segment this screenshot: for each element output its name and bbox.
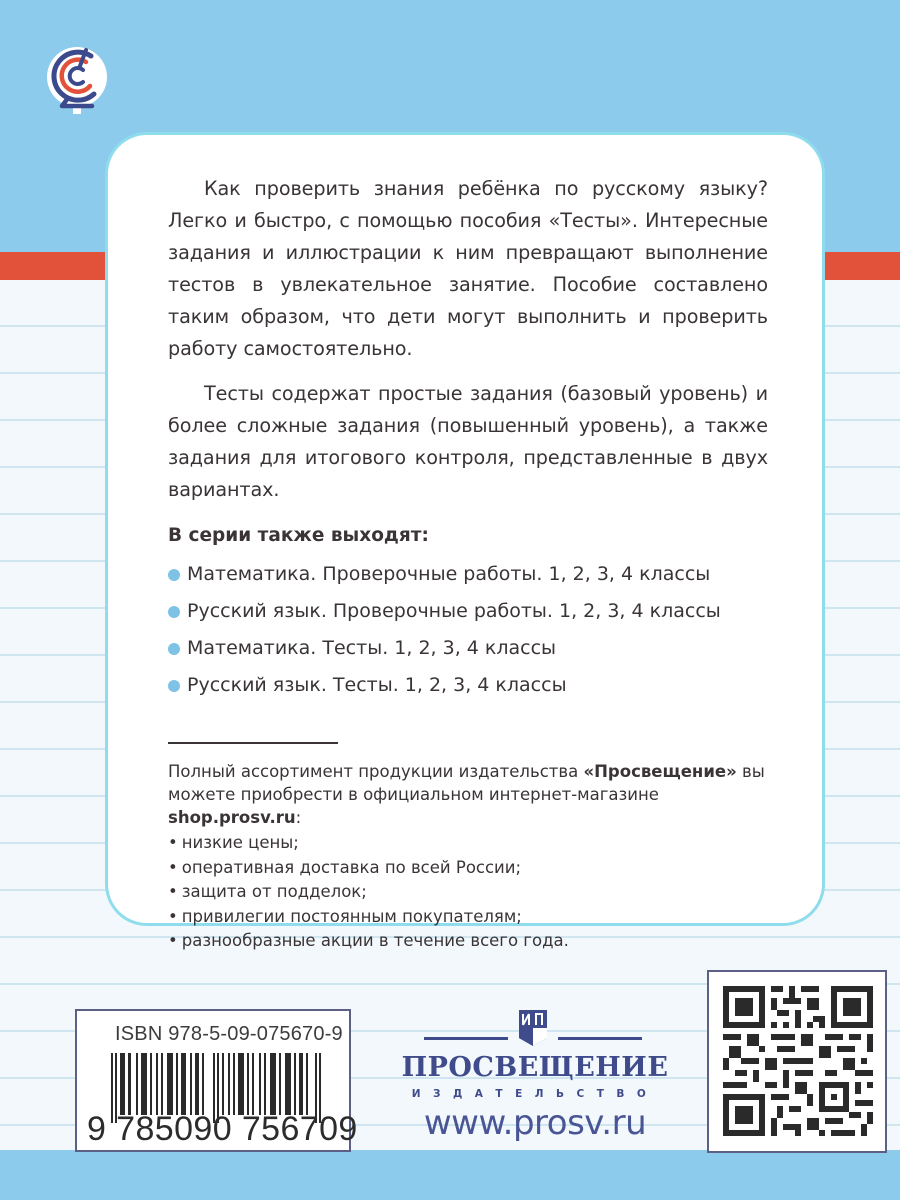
perk-item: • защита от подделок;: [168, 880, 768, 905]
contents-paragraph: [168, 378, 768, 506]
bullet-dot-icon: [168, 680, 180, 692]
series-item-label: Русский язык. Тесты. 1, 2, 3, 4 классы: [187, 674, 567, 696]
isbn-barcode-box: [75, 1009, 358, 1152]
series-item-label: Математика. Проверочные работы. 1, 2, 3, 4 классы: [187, 563, 711, 585]
publisher-shield-logo-icon: [517, 1008, 549, 1048]
contents-paragraph-text: Тесты содержат простые задания (базовый уровень) и более сложные задания (повышенный уровень), а также задания для итогового контроля, представленные в двух вариантах.: [168, 382, 768, 501]
qr-code-icon[interactable]: [723, 986, 873, 1136]
shop-text-2: вы можете приобрести в официальном интернет-магазине: [168, 762, 765, 804]
publisher-block: [400, 1000, 680, 1150]
publisher-url[interactable]: www.prosv.ru: [423, 1103, 647, 1143]
series-item-label: Русский язык. Проверочные работы. 1, 2, 3, 4 классы: [187, 600, 721, 622]
publisher-name-bold: «Просвещение»: [583, 762, 737, 781]
description-card: [105, 132, 825, 950]
shop-url: shop.prosv.ru: [168, 808, 296, 827]
shop-text-1: Полный ассортимент продукции издательства: [168, 762, 584, 781]
series-item-label: Математика. Тесты. 1, 2, 3, 4 классы: [187, 637, 557, 659]
publisher-name: ПРОСВЕЩЕНИЕ: [401, 1052, 669, 1083]
series-heading: В серии также выходят:: [168, 525, 429, 546]
bullet-dot-icon: [168, 569, 180, 581]
publisher-rule-right: [558, 1037, 642, 1040]
bullet-dot-icon: [168, 643, 180, 655]
series-item: [168, 593, 768, 630]
perk-item: • разнообразные акции в течение всего года.: [168, 929, 768, 954]
series-item: [168, 630, 768, 667]
series-item: [168, 667, 768, 704]
publisher-rule-left: [424, 1037, 508, 1040]
series-list: [168, 556, 768, 704]
footer-band-blue: [0, 1150, 900, 1200]
publisher-subtitle: ИЗДАТЕЛЬСТВО: [411, 1088, 659, 1100]
barcode-digits: 9 785090 756709: [87, 1110, 358, 1148]
perk-item: • оперативная доставка по всей России;: [168, 856, 768, 881]
bullet-dot-icon: [168, 606, 180, 618]
perk-item: • низкие цены;: [168, 831, 768, 856]
shop-info: [168, 760, 768, 829]
intro-paragraph: [168, 173, 768, 365]
series-logo-icon: [46, 42, 108, 116]
intro-paragraph-text: Как проверить знания ребёнка по русскому языку? Легко и быстро, с помощью пособия «Тесты». Интересные задания и иллюстрации к ним превращают выполнение тестов в увлекательное занятие. Пособие составлено таким образом, что дети могут выполнить и проверить работу самостоятельно.: [168, 177, 768, 360]
qr-code-box: [707, 970, 887, 1153]
shop-colon: :: [295, 808, 302, 827]
series-item: [168, 556, 768, 593]
divider: [168, 742, 338, 744]
perk-item: • привилегии постоянным покупателям;: [168, 905, 768, 930]
perks-list: [168, 831, 768, 954]
isbn-label: ISBN 978-5-09-075670-9: [115, 1023, 343, 1045]
